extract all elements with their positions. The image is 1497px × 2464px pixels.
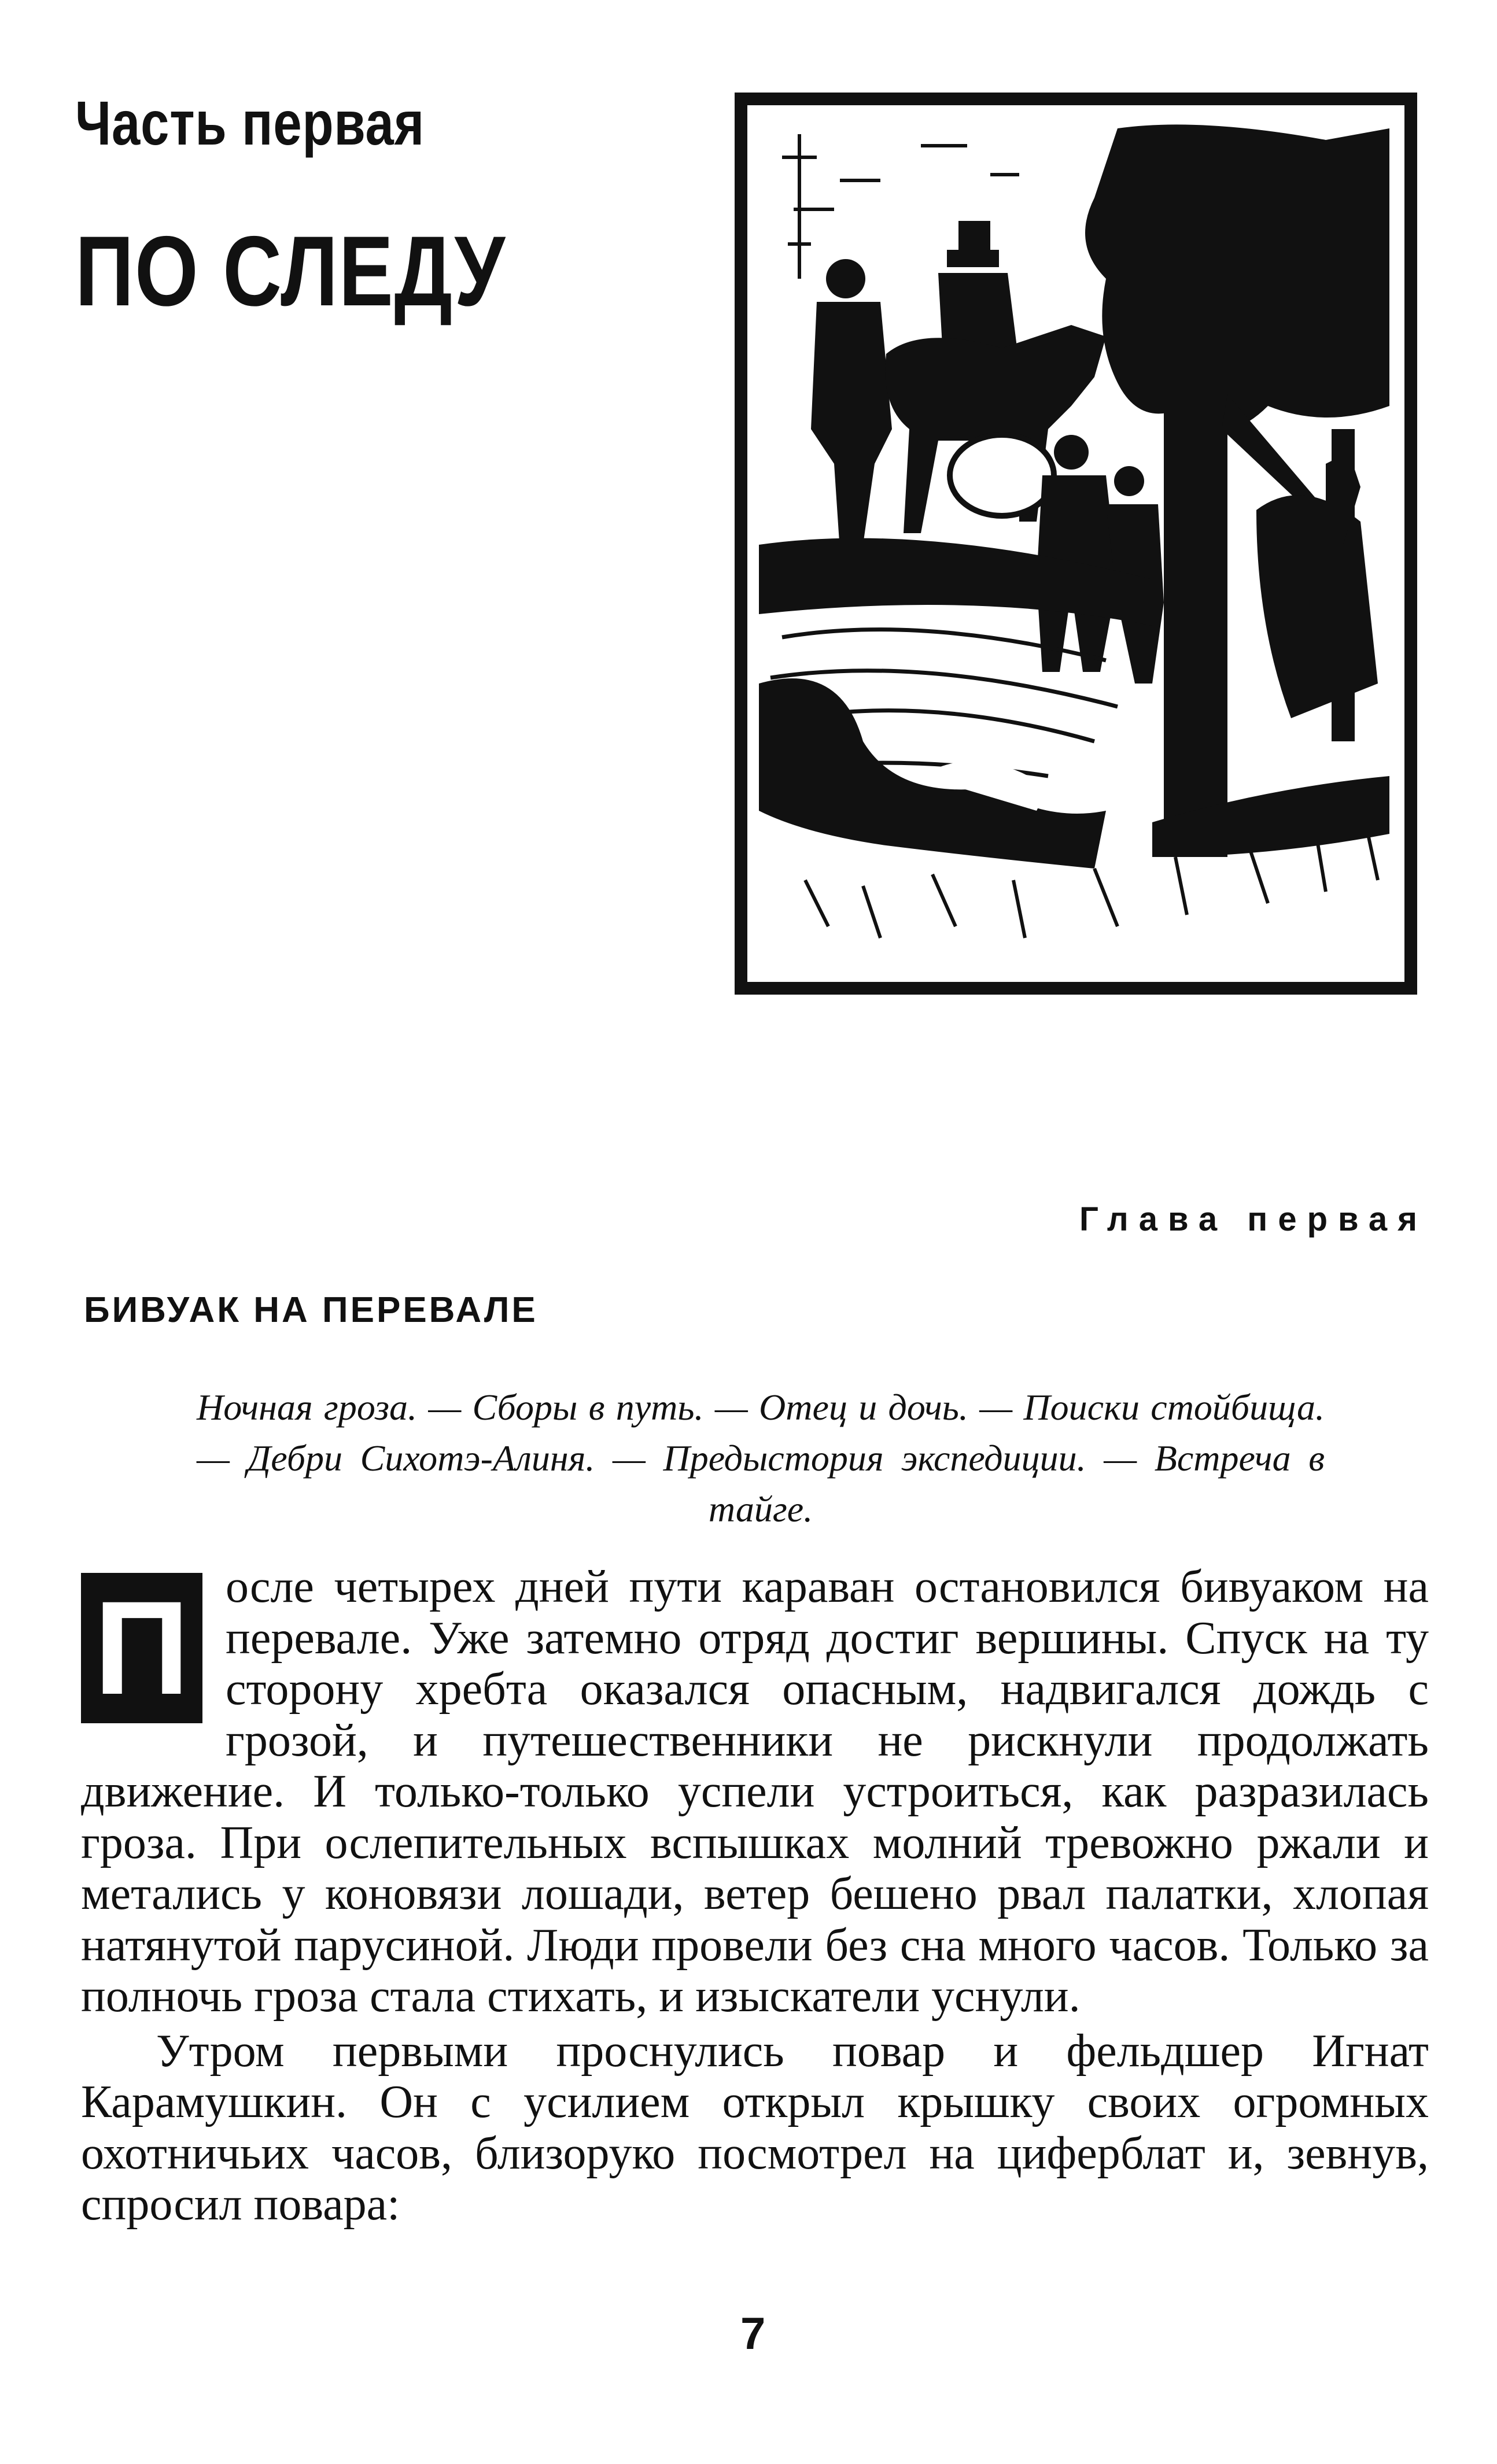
woodcut-illustration [735,93,1417,995]
paragraph-1: осле четырех дней пути караван остановился бивуаком на перевале. Уже затемно отряд достиг вершины. Спуск на ту сторону хребта оказался опасным, надвигался дождь с грозой, и путешественники не рискнули продолжать движение. И только-только успели устроиться, как разразилась гроза. При ослепительных вспышках молний тревожно ржали и метались у коновязи лошади, ветер бешено рвал палатки, хлопая натянутой парусиной. Люди провели без сна много часов. Только за полночь гроза стала стихать, и изыскатели уснули. [81,1561,1429,2022]
paragraph-2: Утром первыми проснулись повар и фельдшер Игнат Карамушкин. Он с усилием открыл крышку своих огромных охотничьих часов, близоруко посмотрел на циферблат и, зевнув, спросил повара: [81,2025,1429,2230]
chapter-title: БИВУАК НА ПЕРЕВАЛЕ [84,1290,538,1330]
chapter-synopsis: Ночная гроза. — Сборы в путь. — Отец и дочь. — Поиски стойбища. — Дебри Сихотэ-Алиня. — Предыстория экспедиции. — Встреча в тайге. [197,1387,1325,1530]
chapter-body [81,1561,1429,2230]
page-number: 7 [740,2308,766,2359]
drop-cap: П [81,1573,202,1723]
part-label: Часть первая [75,88,425,158]
chapter-label: Глава первая [1079,1200,1428,1238]
woodcut-image [747,105,1404,982]
part-title: ПО СЛЕДУ [75,216,506,327]
